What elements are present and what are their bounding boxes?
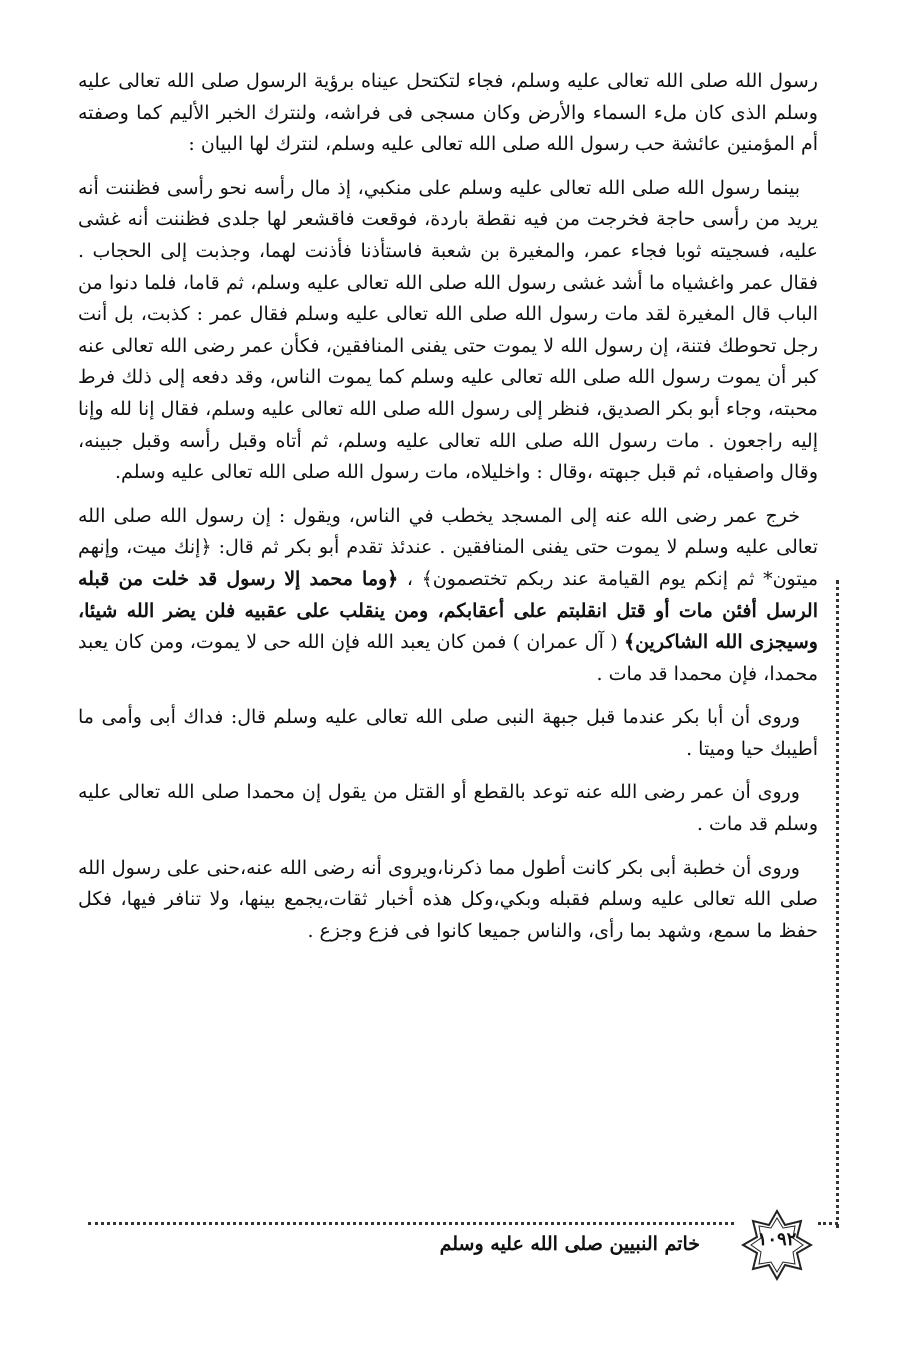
body-text	[78, 66, 818, 959]
paragraph-umar-threat: وروى أن عمر رضى الله عنه توعد بالقطع أو القتل من يقول إن محمدا صلى الله تعالى عليه وسلم قد مات .	[78, 781, 818, 836]
footer-book-title: خاتم النبيين صلى الله عليه وسلم	[439, 1233, 700, 1255]
paragraph-umar-sermon	[78, 501, 818, 691]
dotted-frame-right	[836, 580, 839, 1228]
quran-verse: ﴿وما محمد إلا رسول قد خلت من قبله الرسل أفئن مات أو قتل انقلبتم على أعقابكم، ومن ينقلب على عقبيه فلن يضر الله شيئا، وسيجزى الله الشاكرين﴾	[78, 567, 818, 654]
sermon-conclusion: ( آل عمران ) فمن كان يعبد الله فإن الله حى لا يموت، ومن كان يعبد محمدا، فإن محمدا قد مات .	[78, 631, 818, 685]
sermon-text: خرج عمر رضى الله عنه إلى المسجد يخطب في الناس، ويقول : إن رسول الله صلى الله تعالى عليه وسلم لا يموت حتى يفنى المنافقين . عندئذ تقدم أبو بكر ثم قال: ﴿إنك ميت، وإنهم ميتون* ثم إنكم يوم القيامة عند ربكم تختصمون﴾ ،	[78, 504, 818, 590]
paragraph-intro: رسول الله صلى الله تعالى عليه وسلم، فجاء لتكتحل عيناه برؤية الرسول صلى الله تعالى عليه وسلم الذى كان ملء السماء والأرض وكان مسجى فى فراشه، ولنترك الخبر الأليم كما وصفته أم المؤمنين عائشة حب رسول الله صلى الله تعالى عليه وسلم، لنترك لها البيان :	[78, 70, 818, 156]
paragraph-abubakr-kiss: وروى أن أبا بكر عندما قبل جبهة النبى صلى الله تعالى عليه وسلم قال: فداك أبى وأمى ما أطيبك حيا وميتا .	[78, 706, 818, 760]
paragraph-closing: وروى أن خطبة أبى بكر كانت أطول مما ذكرنا،ويروى أنه رضى الله عنه،حنى على رسول الله صلى الله تعالى عليه وسلم فقبله وبكي،وكل هذه أخبار ثقات،يجمع بينها، ولا تنافر فيها، فكل حفظ ما سمع، وشهد بما رأى، والناس جميعا كانوا فى فزع وجزع .	[78, 856, 818, 942]
paragraph-aisha-narration: بينما رسول الله صلى الله تعالى عليه وسلم على منكبي، إذ مال رأسه نحو رأسى فظننت أنه يريد من رأسى حاجة فخرجت من فيه نقطة باردة، فوقعت فاقشعر لها جلدى فظننت أنه غشى عليه، فسجيته ثوبا فجاء عمر، والمغيرة بن شعبة فاستأذنا فأذنت لهما، وجذبت إلى الحجاب . فقال عمر واغشياه ما أشد غشى رسول الله صلى الله تعالى عليه وسلم، ثم قاما، فلما دنوا من الباب قال المغيرة لقد مات رسول الله صلى الله تعالى عليه وسلم فقال عمر : كذبت، بل أنت رجل تحوطك فتنة، إن رسول الله لا يموت حتى يفنى المنافقين، فكأن عمر رضى الله تعالى عنه كبر أن يموت رسول الله صلى الله تعالى عليه وسلم كما يموت الناس، وقد دفعه إلى ذلك فرط محبته، وجاء أبو بكر الصديق، فنظر إلى رسول الله صلى الله تعالى عليه وسلم، فقال إنا لله وإنا إليه راجعون . مات رسول الله صلى الله تعالى عليه وسلم، ثم أتاه وقبل رأسه وقبل جبينه، وقال واصفياه، ثم قبل جبهته ،وقال : واخليلاه، مات رسول الله صلى الله تعالى عليه وسلم.	[78, 176, 818, 484]
dotted-frame-bottom-end	[818, 1222, 838, 1225]
dotted-frame-bottom	[88, 1222, 734, 1225]
page-number: ١٠٩٢	[757, 1229, 797, 1250]
